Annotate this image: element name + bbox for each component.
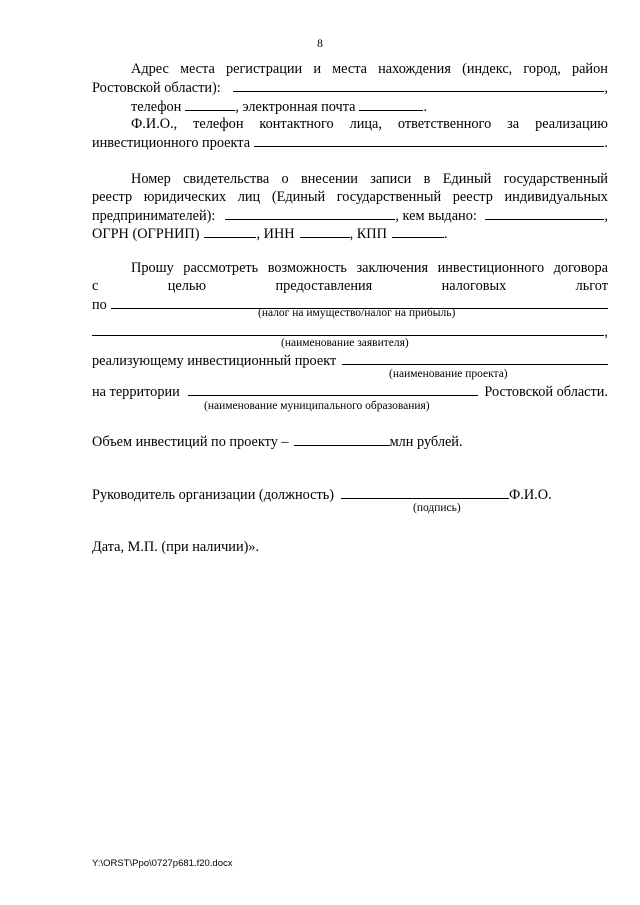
issued-by-label: , кем выдано: [395, 208, 477, 224]
municipality-caption: (наименование муниципального образования) [204, 400, 430, 412]
registry-line-2-word: (Единый [271, 189, 326, 205]
contact-line-1-word: Ф.И.О., [131, 116, 178, 132]
registry-line-1 [131, 170, 608, 188]
address-line-1-word: места [179, 61, 215, 77]
contact-line-end: . [604, 135, 608, 151]
contact-line-1-word: ответственного [397, 116, 492, 132]
request-line-2-word: предоставления [275, 278, 373, 294]
request-line-2-word: с [92, 278, 99, 294]
entrepreneurs-label: предпринимателей): [92, 208, 216, 224]
registry-line-2-word: реестр [92, 189, 133, 205]
inn-label: , ИНН [256, 226, 295, 242]
registry-line-1-word: свидетельства [183, 171, 270, 187]
phone-email-line [131, 97, 427, 116]
registry-line-2-word: реестр [452, 189, 493, 205]
tax-by-label: по [92, 297, 107, 313]
phone-label: телефон [131, 99, 182, 115]
request-line-2-word: налоговых [441, 278, 507, 294]
contact-line-1-word: контактного [259, 116, 334, 132]
applicant-field[interactable] [92, 322, 604, 336]
address-line-1-word: город, [523, 61, 561, 77]
address-line-1 [131, 60, 608, 78]
registry-line-1-word: Номер [131, 171, 171, 187]
address-line-1-word: район [571, 61, 608, 77]
registry-line-1-word: записи [370, 171, 412, 187]
kpp-label: , КПП [349, 226, 387, 242]
email-label: , электронная почта [235, 99, 356, 115]
project-label: реализующему инвестиционный проект [92, 353, 337, 369]
territory-end: Ростовской области. [484, 384, 608, 400]
ogrn-label: ОГРН (ОГРНИП) [92, 226, 200, 242]
contact-line-1-word: реализацию [535, 116, 608, 132]
phone-field[interactable] [185, 97, 235, 111]
investment-unit: млн рублей. [389, 434, 463, 450]
investment-label: Объем инвестиций по проекту – [92, 434, 289, 450]
signature-caption: (подпись) [413, 502, 461, 514]
registry-line-3 [92, 206, 608, 225]
project-line [92, 351, 608, 370]
head-label: Руководитель организации (должность) [92, 487, 334, 503]
date-line: Дата, М.П. (при наличии)». [92, 539, 260, 555]
inn-field[interactable] [300, 224, 350, 238]
registry-line-3-end: , [604, 208, 608, 224]
request-line-2 [92, 277, 608, 295]
municipality-field[interactable] [188, 382, 479, 396]
address-line-1-word: регистрации [225, 61, 303, 77]
address-field[interactable] [233, 78, 605, 92]
investment-amount-field[interactable] [294, 432, 390, 446]
registry-line-4-end: . [443, 226, 448, 242]
address-line-2 [92, 78, 608, 97]
address-label: Ростовской области): [92, 80, 221, 96]
project-caption: (наименование проекта) [389, 368, 508, 380]
address-line-2-end: , [604, 80, 608, 96]
ogrn-field[interactable] [204, 224, 256, 238]
territory-label: на территории [92, 384, 180, 400]
fio-label: Ф.И.О. [508, 487, 552, 503]
contact-field[interactable] [254, 133, 604, 147]
contact-line-1-word: за [507, 116, 520, 132]
request-line-2-word: льгот [575, 278, 608, 294]
kpp-field[interactable] [392, 224, 444, 238]
registry-line-2-word: лиц [237, 189, 261, 205]
registry-line-2-word: индивидуальных [504, 189, 608, 205]
registry-line-1-word: Единый [442, 171, 492, 187]
registry-line-2-word: государственный [336, 189, 442, 205]
address-line-1-word: места [332, 61, 367, 77]
signature-line [92, 485, 552, 504]
registry-line-4 [92, 224, 448, 243]
investment-line [92, 432, 463, 451]
applicant-line-end: , [604, 324, 608, 340]
issued-by-field[interactable] [485, 206, 605, 220]
address-line-1-word: (индекс, [462, 61, 513, 77]
contact-line-1 [131, 115, 608, 133]
address-line-1-word: и [313, 61, 321, 77]
address-line-1-word: нахождения [378, 61, 451, 77]
registry-line-2 [92, 188, 608, 206]
registry-line-1-word: о [281, 171, 289, 187]
registry-line-1-word: государственный [503, 171, 608, 187]
contact-line-2 [92, 133, 608, 152]
footer-file-path: Y:\ORST\Ppo\0727p681.f20.docx [92, 858, 233, 869]
registry-line-2-word: юридических [143, 189, 227, 205]
registry-line-1-word: внесении [300, 171, 358, 187]
registry-line-1-word: в [423, 171, 431, 187]
contact-label: инвестиционного проекта [92, 135, 251, 151]
email-field[interactable] [359, 97, 423, 111]
address-line-1-word: Адрес [131, 61, 169, 77]
project-field[interactable] [342, 351, 608, 365]
request-line-2-word: целью [167, 278, 207, 294]
contact-line-1-word: телефон [193, 116, 244, 132]
applicant-caption: (наименование заявителя) [281, 337, 409, 349]
email-line-end: . [423, 99, 428, 115]
territory-line [92, 382, 608, 401]
contact-line-1-word: лица, [349, 116, 382, 132]
request-line-1: Прошу рассмотреть возможность заключения инвестиционного договора [131, 260, 608, 276]
certificate-number-field[interactable] [225, 206, 395, 220]
tax-type-caption: (налог на имущество/налог на прибыль) [258, 307, 456, 319]
signature-field[interactable] [341, 485, 509, 499]
page-number: 8 [317, 38, 323, 50]
